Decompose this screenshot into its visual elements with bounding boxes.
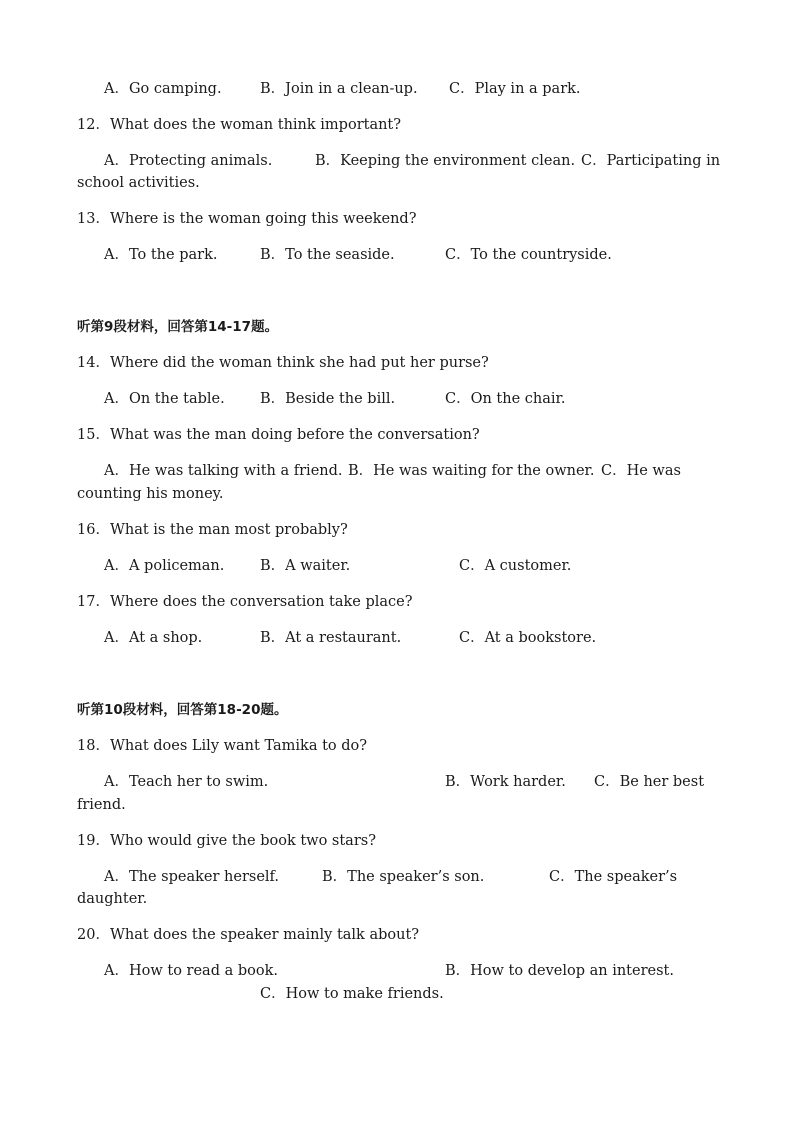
q18-option-b: B．Work harder. (445, 774, 566, 790)
question-19: 19．Who would give the book two stars? (77, 833, 376, 849)
q12-option-a: A．Protecting animals. (104, 153, 273, 169)
q16-option-b: B．A waiter. (260, 558, 351, 574)
q11-option-a: A．Go camping. (104, 81, 222, 97)
q11-option-c: C．Play in a park. (449, 81, 581, 97)
question-17: 17．Where does the conversation take place? (77, 594, 413, 610)
question-12: 12．What does the woman think important? (77, 117, 402, 133)
q18-option-c-continued: friend. (77, 797, 126, 813)
q17-option-a: A．At a shop. (104, 630, 203, 646)
q19-option-c: C．The speaker’s (549, 869, 678, 885)
q14-option-b: B．Beside the bill. (260, 391, 396, 407)
q15-option-b: B．He was waiting for the owner. (348, 463, 595, 479)
q12-option-b: B．Keeping the environment clean. (315, 153, 576, 169)
question-14: 14．Where did the woman think she had put her purse? (77, 355, 489, 371)
q20-option-c: C．How to make friends. (260, 986, 444, 1002)
q11-option-b: B．Join in a clean-up. (260, 81, 418, 97)
q20-option-a: A．How to read a book. (104, 963, 278, 979)
q19-option-c-continued: daughter. (77, 891, 148, 907)
q14-option-c: C．On the chair. (445, 391, 566, 407)
question-18: 18．What does Lily want Tamika to do? (77, 738, 368, 754)
question-16: 16．What is the man most probably? (77, 522, 348, 538)
q14-option-a: A．On the table. (104, 391, 225, 407)
section-9-heading: 听第9段材料，回答第14-17题。 (77, 319, 279, 335)
q13-option-c: C．To the countryside. (445, 247, 612, 263)
q13-option-a: A．To the park. (104, 247, 218, 263)
q17-option-b: B．At a restaurant. (260, 630, 402, 646)
q15-option-c-continued: counting his money. (77, 486, 224, 502)
q19-option-a: A．The speaker herself. (104, 869, 279, 885)
q16-option-a: A．A policeman. (104, 558, 225, 574)
q19-option-b: B．The speaker’s son. (322, 869, 485, 885)
q12-option-c-continued: school activities. (77, 175, 200, 191)
q13-option-b: B．To the seaside. (260, 247, 395, 263)
q17-option-c: C．At a bookstore. (459, 630, 597, 646)
q20-option-b: B．How to develop an interest. (445, 963, 674, 979)
q18-option-a: A．Teach her to swim. (104, 774, 269, 790)
question-15: 15．What was the man doing before the conversation? (77, 427, 480, 443)
q15-option-c: C．He was (601, 463, 681, 479)
q15-option-a: A．He was talking with a friend. (104, 463, 343, 479)
question-20: 20．What does the speaker mainly talk about? (77, 927, 420, 943)
question-13: 13．Where is the woman going this weekend? (77, 211, 417, 227)
q12-option-c: C．Participating in (581, 153, 721, 169)
q18-option-c: C．Be her best (594, 774, 705, 790)
section-10-heading: 听第10段材料，回答第18-20题。 (77, 702, 288, 718)
q16-option-c: C．A customer. (459, 558, 572, 574)
